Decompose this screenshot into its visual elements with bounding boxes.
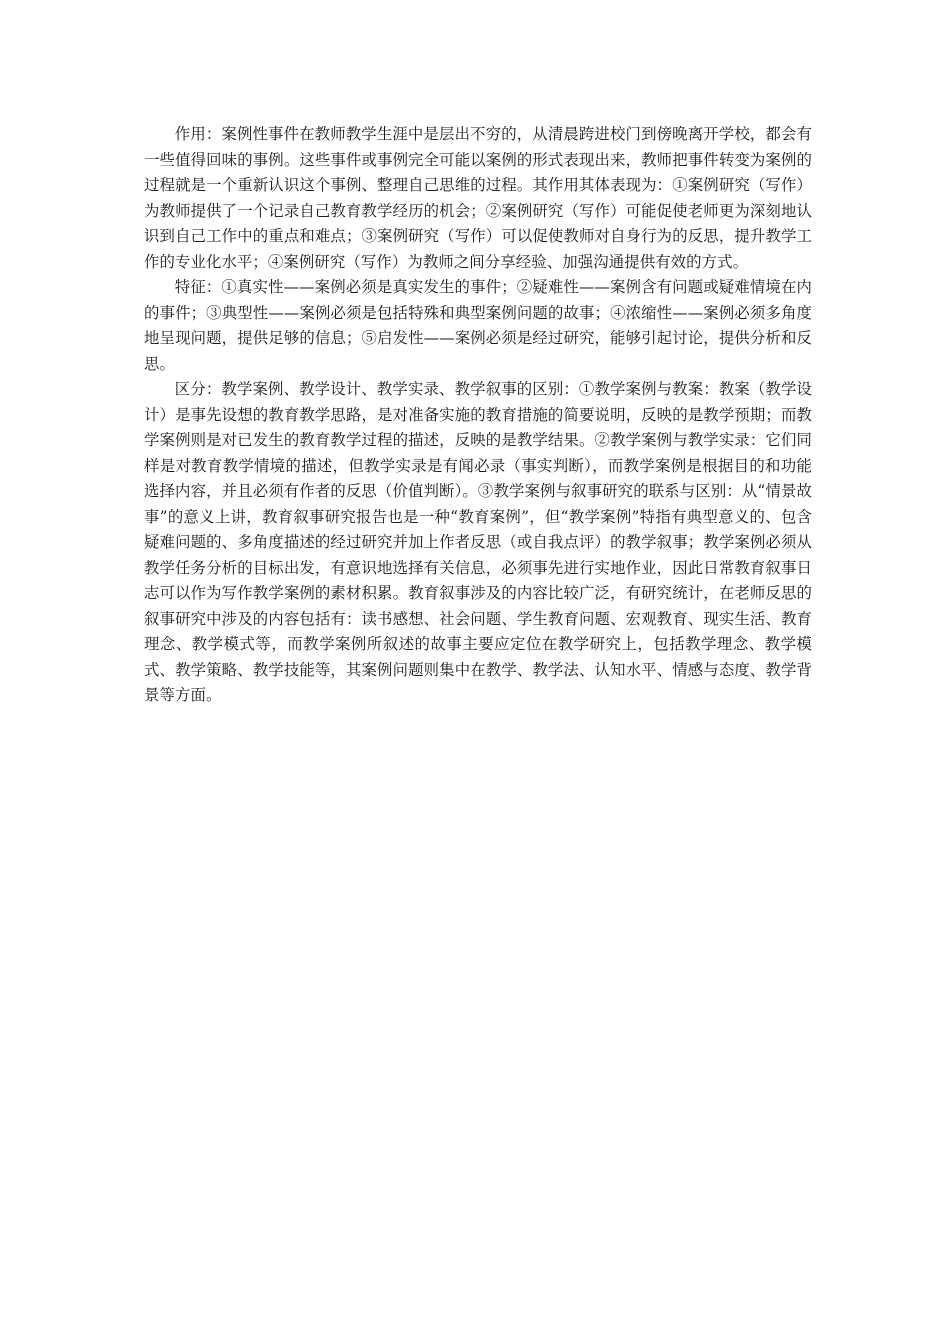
document-body xyxy=(144,122,812,709)
paragraph-role: 作用：案例性事件在教师教学生涯中是层出不穷的，从清晨跨进校门到傍晚离开学校，都会有一些值得回味的事例。这些事件或事例完全可能以案例的形式表现出来，教师把事件转变为案例的过程就是一个重新认识这个事例、整理自己思维的过程。其作用其体表现为：①案例研究（写作）为教师提供了一个记录自己教育教学经历的机会；②案例研究（写作）可能促使老师更为深刻地认识到自己工作中的重点和难点；③案例研究（写作）可以促使教师对自身行为的反思，提升教学工作的专业化水平；④案例研究（写作）为教师之间分享经验、加强沟通提供有效的方式。 xyxy=(144,125,812,271)
paragraph-distinctions: 区分：教学案例、教学设计、教学实录、教学叙事的区别：①教学案例与教案：教案（教学设计）是事先设想的教育教学思路，是对准备实施的教育措施的简要说明，反映的是教学预期；而教学案例则是对已发生的教育教学过程的描述，反映的是教学结果。②教学案例与教学实录：它们同样是对教育教学情境的描述，但教学实录是有闻必录（事实判断），而教学案例是根据目的和功能选择内容，并且必须有作者的反思（价值判断）。③教学案例与叙事研究的联系与区别：从“情景故事”的意义上讲，教育叙事研究报告也是一种“教育案例”，但“教学案例”特指有典型意义的、包含疑难问题的、多角度描述的经过研究并加上作者反思（或自我点评）的教学叙事；教学案例必须从教学任务分析的目标出发，有意识地选择有关信息，必须事先进行实地作业，因此日常教育叙事日志可以作为写作教学案例的素材积累。教育叙事涉及的内容比较广泛，有研究统计，在老师反思的叙事研究中涉及的内容包括有：读书感想、社会问题、学生教育问题、宏观教育、现实生活、教育理念、教学模式等，而教学案例所叙述的故事主要应定位在教学研究上，包括教学理念、教学模式、教学策略、教学技能等，其案例问题则集中在教学、教学法、认知水平、情感与态度、教学背景等方面。 xyxy=(144,380,812,704)
paragraph-features: 特征：①真实性——案例必须是真实发生的事件；②疑难性——案例含有问题或疑难情境在内的事件；③典型性——案例必须是包括特殊和典型案例问题的故事；④浓缩性——案例必须多角度地呈现问题，提供足够的信息；⑤启发性——案例必须是经过研究，能够引起讨论，提供分析和反思。 xyxy=(144,278,812,373)
